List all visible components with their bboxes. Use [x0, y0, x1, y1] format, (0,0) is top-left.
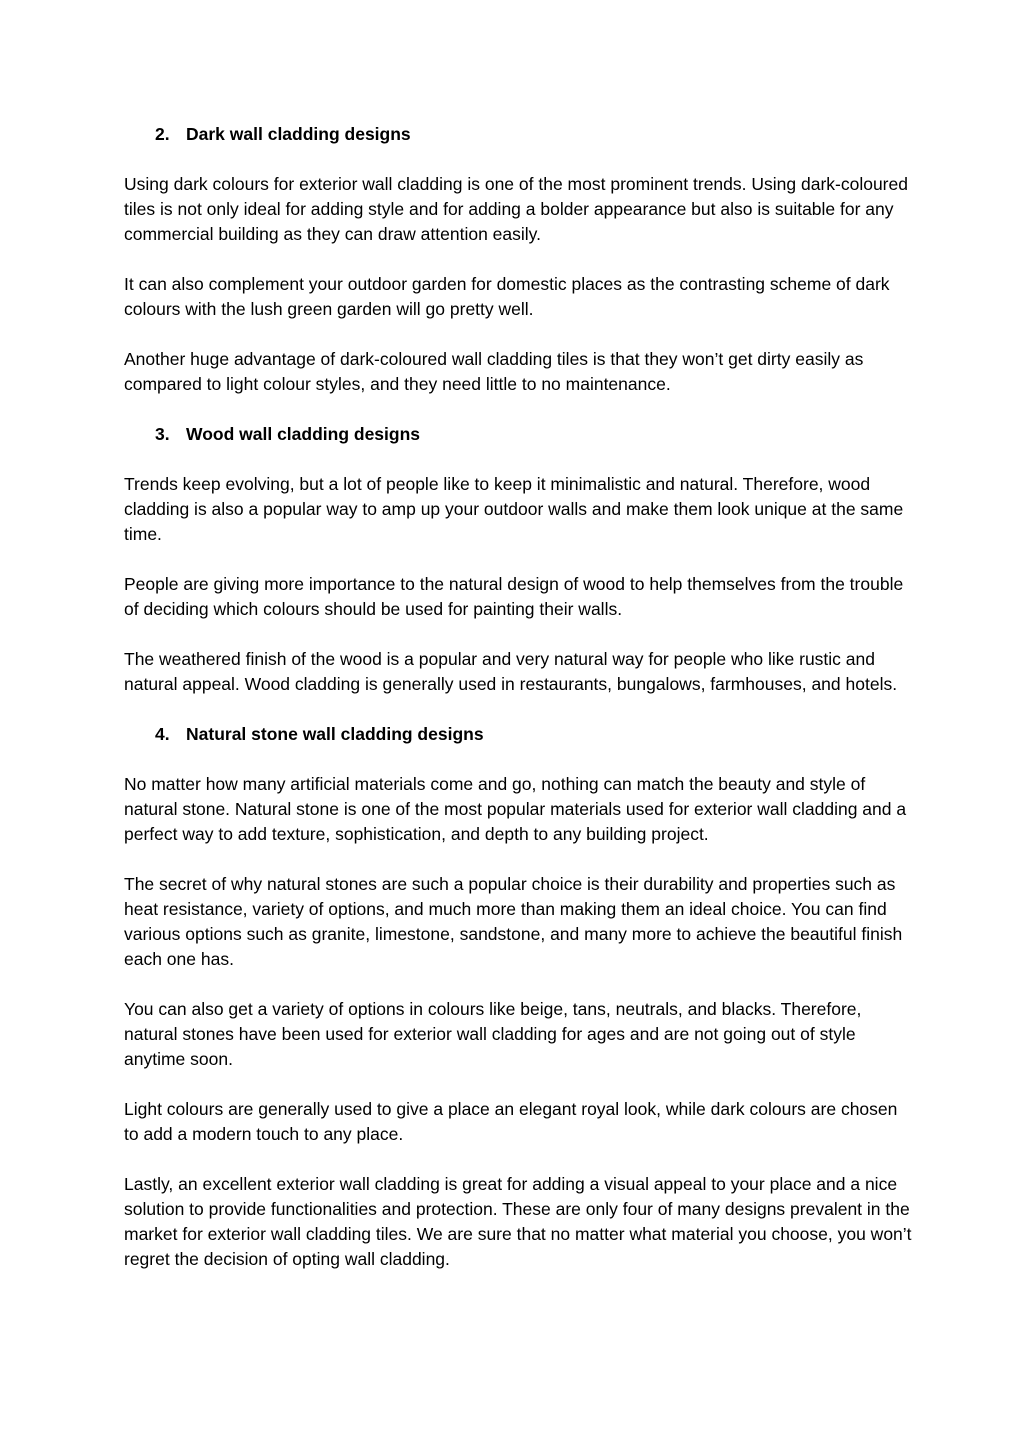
paragraph: People are giving more importance to the natural design of wood to help themselves from the trouble of deciding which colours should be used for painting their walls. — [124, 574, 904, 619]
section-title: Dark wall cladding designs — [186, 124, 411, 144]
paragraph: The secret of why natural stones are such a popular choice is their durability and properties such as heat resistance, variety of options, and much more than making them an ideal choice. You can find various options such as granite, limestone, sandstone, and many more to achieve the beautiful finish each one has. — [124, 874, 903, 969]
section-dark-wall-cladding — [124, 122, 914, 397]
paragraph: No matter how many artificial materials come and go, nothing can match the beauty and style of natural stone. Natural stone is one of the most popular materials used for exterior wall cladding and a perfect way to add texture, sophistication, and depth to any building project. — [124, 774, 907, 844]
paragraph: You can also get a variety of options in colours like beige, tans, neutrals, and blacks. Therefore, natural stones have been used for exterior wall cladding for ages and are not going out of style anytime soon. — [124, 999, 862, 1069]
section-wood-wall-cladding — [124, 422, 914, 697]
paragraph: Lastly, an excellent exterior wall cladding is great for adding a visual appeal to your place and a nice solution to provide functionalities and protection. These are only four of many designs prevalent in the market for exterior wall cladding tiles. We are sure that no matter what material you choose, you won’t regret the decision of opting wall cladding. — [124, 1174, 912, 1269]
section-heading — [124, 422, 914, 447]
section-heading — [124, 122, 914, 147]
section-title: Natural stone wall cladding designs — [186, 724, 484, 744]
paragraph: Using dark colours for exterior wall cladding is one of the most prominent trends. Using dark-coloured tiles is not only ideal for adding style and for adding a bolder appearance but also is suitable for any commercial building as they can draw attention easily. — [124, 174, 908, 244]
document-page — [124, 122, 914, 1297]
section-natural-stone-wall-cladding — [124, 722, 914, 1272]
paragraph: Trends keep evolving, but a lot of people like to keep it minimalistic and natural. Therefore, wood cladding is also a popular way to amp up your outdoor walls and make them look unique at the same time. — [124, 474, 904, 544]
section-number: 3. — [155, 424, 170, 444]
section-heading — [124, 722, 914, 747]
paragraph: The weathered finish of the wood is a popular and very natural way for people who like rustic and natural appeal. Wood cladding is generally used in restaurants, bungalows, farmhouses, and hotels. — [124, 649, 898, 694]
section-title: Wood wall cladding designs — [186, 424, 421, 444]
paragraph: Light colours are generally used to give a place an elegant royal look, while dark colours are chosen to add a modern touch to any place. — [124, 1099, 898, 1144]
paragraph: It can also complement your outdoor garden for domestic places as the contrasting scheme of dark colours with the lush green garden will go pretty well. — [124, 274, 890, 319]
section-number: 4. — [155, 724, 170, 744]
paragraph: Another huge advantage of dark-coloured wall cladding tiles is that they won’t get dirty easily as compared to light colour styles, and they need little to no maintenance. — [124, 349, 864, 394]
section-number: 2. — [155, 124, 170, 144]
